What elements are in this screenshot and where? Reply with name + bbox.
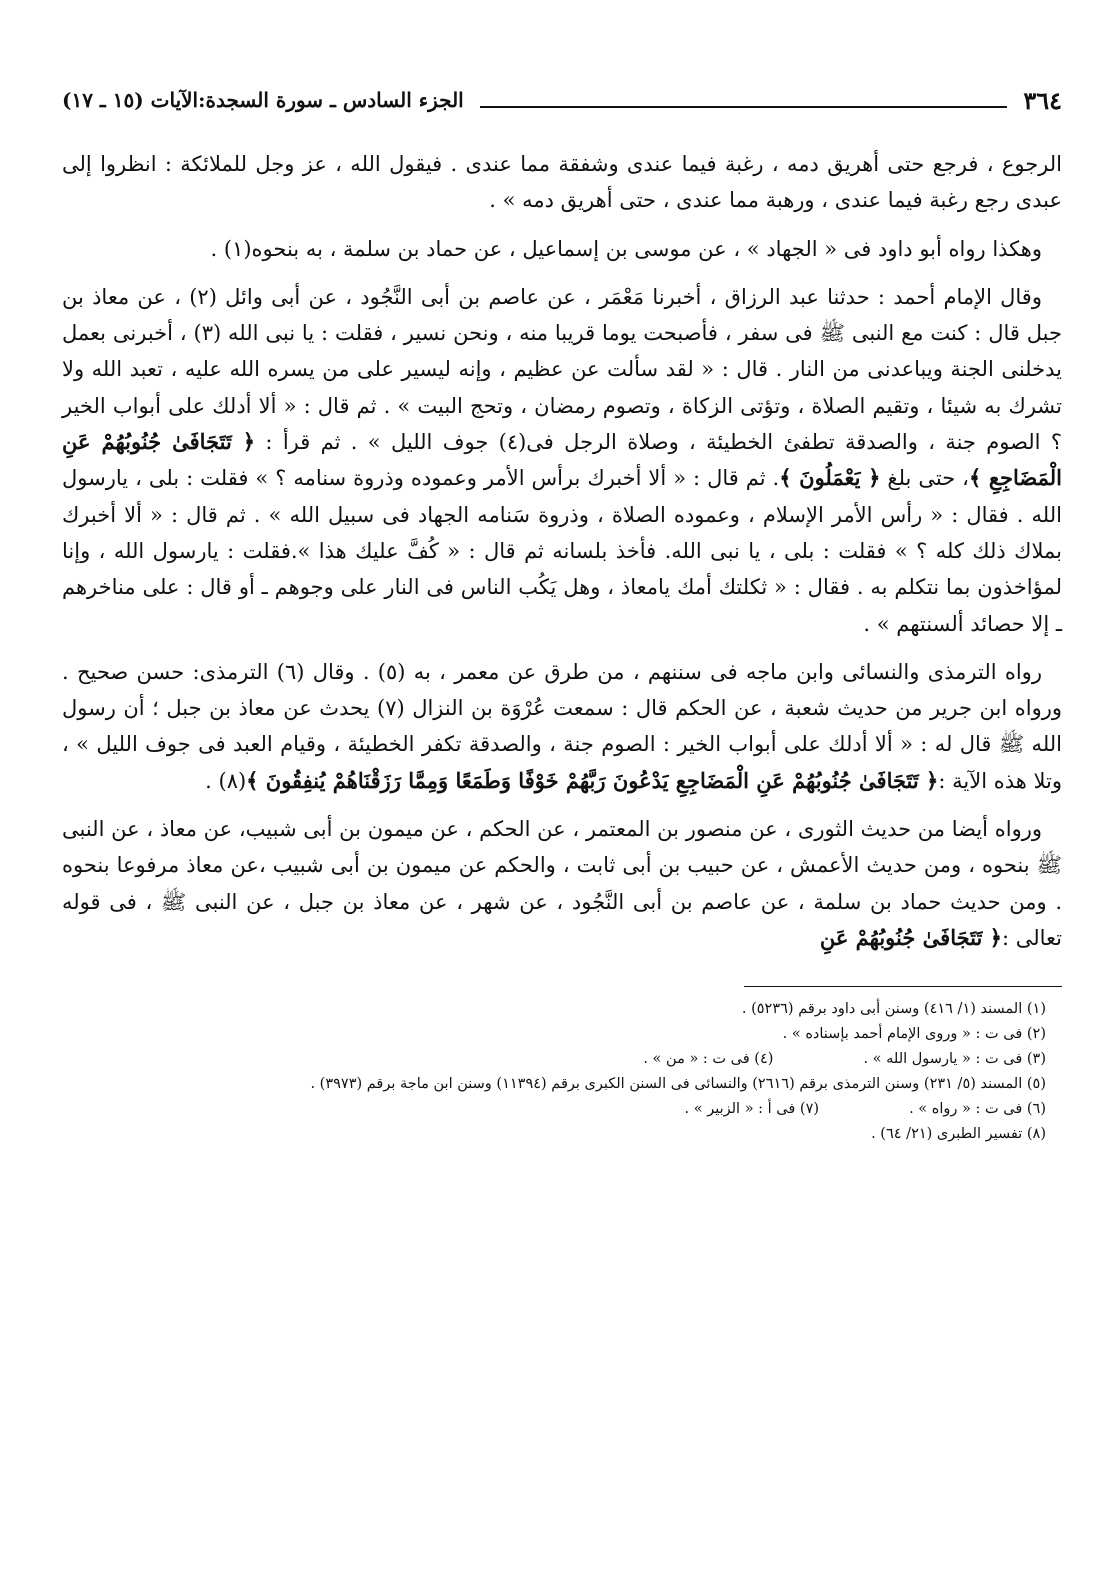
footnote-row-3-4 (62, 1047, 1062, 1072)
footnote-4: (٤) فى ت : « من » . (643, 1051, 774, 1068)
paragraph-text: وهكذا رواه أبو داود فى « الجهاد » ، عن موسى بن إسماعيل ، عن حماد بن سلمة ، به بنحوه(١) . (210, 236, 1042, 261)
quran-verse: ﴿ تَتَجَافَىٰ جُنُوبُهُمْ عَنِ الْمَضَاجِعِ ﴾ (62, 429, 1062, 491)
paragraph-text: . ثم قال : « ألا أخبرك برأس الأمر وعموده وذروة سنامه ؟ » فقلت : بلى ، يارسول الله . فقال : « رأس الأمر الإسلام ، وعموده الصلاة ، وذروة سَنامه الجهاد فى سبيل الله » . ثم قال : « ألا أخبرك بملاك ذلك كله ؟ » فقلت : بلى ، يا نبى الله. فأخذ بلسانه ثم قال : « كُفَّ عليك هذا ».فقلت : يارسول الله ، وإنا لمؤاخذون بما نتكلم به . فقال : « ثكلتك أمك يامعاذ ، وهل يَكُب الناس فى النار على وجوهم ـ أو قال : على مناخرهم ـ إلا حصائد ألسنتهم » . (62, 466, 1062, 636)
footnote-3: (٣) فى ت : « يارسول الله » . (863, 1051, 1046, 1068)
paragraph-text: الرجوع ، فرجع حتى أهريق دمه ، رغبة فيما عندى وشفقة مما عندى . فيقول الله ، عز وجل للملائكة : انظروا إلى عبدى رجع رغبة فيما عندى ، ورهبة مما عندى ، حتى أهريق دمه » . (62, 152, 1063, 213)
paragraph-text: ورواه أيضا من حديث الثورى ، عن منصور بن المعتمر ، عن الحكم ، عن ميمون بن أبى شبيب، عن معاذ ، عن النبى ﷺ بنحوه ، ومن حديث الأعمش ، عن حبيب بن أبى ثابت ، والحكم عن ميمون بن أبى شبيب ،عن معاذ مرفوعا بنحوه . ومن حديث حماد بن سلمة ، عن عاصم بن أبى النَّجُود ، عن شهر ، عن معاذ بن جبل ، عن النبى ﷺ ، فى قوله تعالى : (62, 817, 1062, 950)
page-header (62, 78, 1062, 122)
quran-verse: ﴿ تَتَجَافَىٰ جُنُوبُهُمْ عَنِ (819, 924, 1002, 950)
body-text (62, 146, 1062, 956)
quran-verse: ﴿ تَتَجَافَىٰ جُنُوبُهُمْ عَنِ الْمَضَاجِعِ يَدْعُونَ رَبَّهُمْ خَوْفًا وَطَمَعًا وَمِمَّا رَزَقْنَاهُمْ يُنفِقُونَ ﴾ (246, 767, 939, 793)
footnote-6: (٦) فى ت : « رواه » . (909, 1101, 1046, 1118)
paragraph (62, 279, 1062, 642)
paragraph-text: ، حتى بلغ (880, 466, 969, 491)
footnote-separator (744, 986, 1062, 987)
footnote-5: (٥) المسند (٥/ ٢٣١) وسنن الترمذى برقم (٢٦١٦) والنسائى فى السنن الكبرى برقم (١١٣٩٤) وسنن ابن ماجة برقم (٣٩٧٣) . (310, 1076, 1046, 1093)
footnotes (62, 997, 1062, 1147)
running-title: الجزء السادس ـ سورة السجدة:الآيات (١٥ ـ ١٧) (62, 88, 464, 112)
paragraph (62, 146, 1062, 219)
footnote-2: (٢) فى ت : « وروى الإمام أحمد بإسناده » . (782, 1026, 1046, 1043)
quran-verse: ﴿ يَعْمَلُونَ ﴾ (779, 465, 881, 491)
paragraph-text: (٨) . (205, 768, 247, 793)
paragraph (62, 654, 1062, 799)
paragraph (62, 231, 1062, 267)
footnote-1: (١) المسند (١/ ٤١٦) وسنن أبى داود برقم (٥٢٣٦) . (741, 1001, 1046, 1018)
footnote-7: (٧) فى أ : « الزبير » . (684, 1101, 820, 1118)
page-number: ٣٦٤ (1023, 85, 1062, 115)
header-rule (480, 106, 1008, 108)
footnote-row-6-7 (62, 1097, 1062, 1122)
footnote-8: (٨) تفسير الطبرى (٢١/ ٦٤) . (871, 1126, 1046, 1143)
paragraph (62, 811, 1062, 956)
book-page (62, 78, 1062, 1147)
paragraph-text: رواه الترمذى والنسائى وابن ماجه فى سننهم ، من طرق عن معمر ، به (٥) . وقال (٦) الترمذى: حسن صحيح . ورواه ابن جرير من حديث شعبة ، عن الحكم قال : سمعت عُرْوَة بن النزال (٧) يحدث عن معاذ بن جبل ؛ أن رسول الله ﷺ قال له : « ألا أدلك على أبواب الخير : الصوم جنة ، والصدقة تكفر الخطيئة ، وقيام العبد فى جوف الليل » ، وتلا هذه الآية : (62, 659, 1063, 793)
paragraph-text: وقال الإمام أحمد : حدثنا عبد الرزاق ، أخبرنا مَعْمَر ، عن عاصم بن أبى النَّجُود ، عن أبى وائل (٢) ، عن معاذ بن جبل قال : كنت مع النبى ﷺ فى سفر ، فأصبحت يوما قريبا منه ، ونحن نسير ، فقلت : يا نبى الله (٣) ، أخبرنى بعمل يدخلنى الجنة ويباعدنى من النار . قال : « لقد سألت عن عظيم ، وإنه ليسير على من يسره الله عليه ، تعبد الله ولا تشرك به شيئا ، وتقيم الصلاة ، وتؤتى الزكاة ، وتصوم رمضان ، وتحج البيت » . ثم قال : « ألا أدلك على أبواب الخير ؟ الصوم جنة ، والصدقة تطفئ الخطيئة ، وصلاة الرجل فى(٤) جوف الليل » . ثم قرأ : (62, 284, 1062, 455)
